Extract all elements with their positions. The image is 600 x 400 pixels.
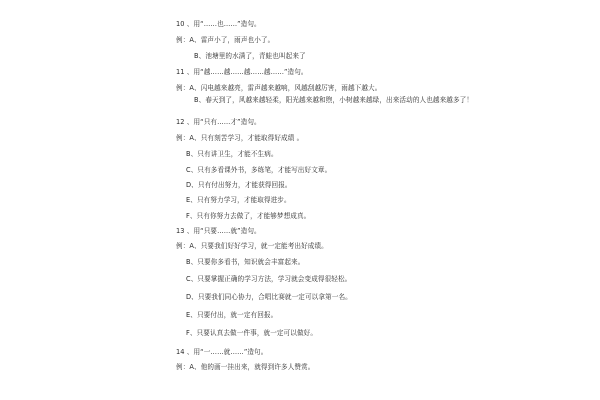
question-11-heading: 11 、用“越……越……越……越……”造句。 <box>176 68 308 76</box>
question-12-example-b: B、只有讲卫生，才能不生病。 <box>186 150 278 158</box>
question-10-example-a: 例：A、雷声小了，雨声也小了。 <box>176 36 275 44</box>
question-12-heading: 12 、用“只有……才”造句。 <box>176 118 261 126</box>
question-12-example-c: C、只有多看课外书，多练笔，才能写出好文章。 <box>186 166 332 174</box>
question-11-example-b: B、春天到了，风越来越轻柔，阳光越来越和煦，小树越来越绿，出来活动的人也越来越多了！ <box>194 96 474 104</box>
question-13-example-a: 例：A、只要我们好好学习，就一定能考出好成绩。 <box>176 242 328 250</box>
question-13-example-d: D、只要我们同心协力，合唱比赛就一定可以拿第一名。 <box>186 293 352 301</box>
question-11-example-a: 例：A、闪电越来越亮，雷声越来越响，风越刮越厉害，雨越下越大。 <box>176 84 382 92</box>
question-14-heading: 14 、用“一……就……”造句。 <box>176 348 268 356</box>
question-12-example-a: 例：A、只有刻苦学习，才能取得好成绩 。 <box>176 134 304 142</box>
question-13-example-b: B、只要你多看书，知识就会丰富起来。 <box>186 258 305 266</box>
question-13-example-f: F、只要认真去做一件事，就一定可以做好。 <box>186 329 318 337</box>
question-13-example-e: E、只要付出，就一定有回报。 <box>186 311 278 319</box>
question-14-example-a: 例：A、他的画一挂出来，就得到许多人赞赏。 <box>176 363 315 371</box>
question-13-example-c: C、只要掌握正确的学习方法，学习就会变成得很轻松。 <box>186 275 352 283</box>
question-10-example-b: B、池塘里的水满了，青蛙也叫起来了 <box>194 52 306 60</box>
question-10-heading: 10 、用“……也……”造句。 <box>176 20 261 28</box>
question-12-example-e: E、只有努力学习，才能取得进步。 <box>186 196 291 204</box>
question-12-example-f: F、只有你努力去做了，才能够梦想成真。 <box>186 212 311 220</box>
question-13-heading: 13 、用“只要……就”造句。 <box>176 227 261 235</box>
question-12-example-d: D、只有付出努力，才能获得回报。 <box>186 181 292 189</box>
